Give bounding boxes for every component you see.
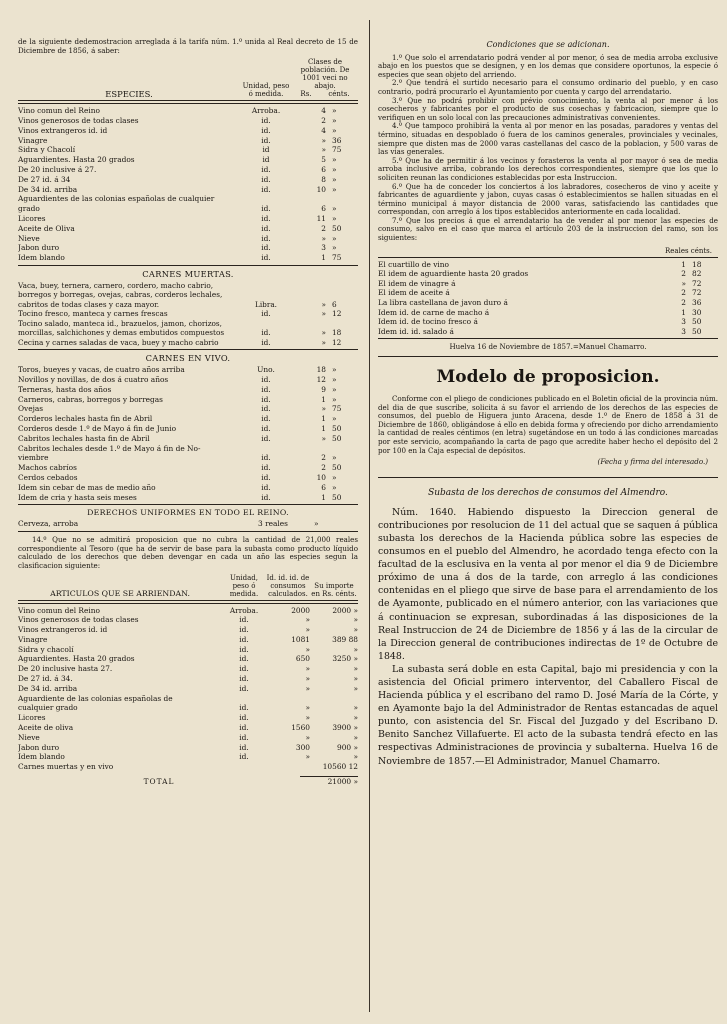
condiciones-title: Condiciones que se adicionan.	[486, 40, 610, 49]
table1-body	[18, 106, 358, 194]
col-unidad2: Unidad, peso ó medida.	[229, 573, 259, 598]
table-row: Aguardiente de las colonias españolas de	[18, 693, 173, 703]
table-row: El idem de vinagre á » 72	[378, 278, 702, 288]
table-row: cualquier grado id. » »	[18, 703, 358, 713]
col-importe: Su importe en Rs. cénts.	[311, 581, 357, 598]
table-row: Cerdos cebados id. 10 »	[18, 472, 337, 482]
table-row: Licores id. » »	[18, 713, 358, 723]
modelo-text: Conforme con el pliego de condiciones publicado en el Boletin oficial de la provincia núm. del dia de que suscribe, solicita á su favor el arriendo de los derechos de las especies de consumos, del pueblo de Higuera junto Aracena, desde 1.º de Enero de 1858 á 31 de Diciembre de 1860, obligándose á ello en debida forma y ofreciendo por dicho arrendamiento la cantidad de reales céntimos (en letra) sugetándose en un todo á las condiciones marcadas por este servicio, acompañando la carta de pago que acredite haber hecho el depósito del 2 por 100 en la Caja especial de depósitos.	[378, 394, 718, 455]
table-row: Aceite de oliva id. 1560 3900 »	[18, 723, 358, 733]
table2-header	[18, 574, 358, 598]
table-row: De 20 inclusive á 27. id. 6 »	[18, 164, 337, 174]
table-row: De 27 id. á 34. id. » »	[18, 674, 358, 684]
table-row: Cabritos lechales desde 1.º de Mayo á fin de No-	[18, 443, 201, 453]
table-row: viembre id. 2 »	[18, 453, 337, 463]
table1-header	[18, 58, 358, 98]
col-cents: cénts.	[328, 90, 350, 99]
col-clases	[292, 58, 358, 98]
table-row: Carneros, cabras, borregos y borregas id. 1 »	[18, 394, 337, 404]
table-row: Terneras, hasta dos años id. 9 »	[18, 384, 337, 394]
table-row: Nieve id. » »	[18, 732, 358, 742]
table-row: Vinagre id. » 36	[18, 135, 342, 145]
table-row: El cuartillo de vino 1 18	[378, 259, 702, 269]
subasta-paragraph-2: La subasta será doble en esta Capital, bajo mi presidencia y con la asistencia del Oficial primero interventor, del Caballero Fiscal de Hacienda pública y el escribano del ramo D. José María de la Córte, y en Ayamonte bajo la del Administrador de Rentas estancadas de aquel punto, con asistencia del Sr. Fiscal del Juzgado y del Escribano D. Benito Sanchez Villafuerte. El acto de la subasta tendrá efecto en las respectivas Administraciones de provincia y subalterna. Huelva 16 de Noviembre de 1857.—El Administrador, Manuel Chamarro.	[378, 663, 718, 767]
table-row: Toros, bueyes y vacas, de cuatro años arriba Uno. 18 »	[18, 365, 337, 375]
price-header: Reales cénts.	[665, 246, 712, 255]
col-rs: Rs.	[300, 90, 312, 99]
table-row: El idem de aguardiente hasta 20 grados 2 82	[378, 269, 702, 279]
condition-paragraph: 6.º Que ha de conceder los conciertos á los labradores, cosecheros de vino y aceite y fabricantes de aguardiente y jabon, cuyas casas ó establecimientos se hallen situadas en el término municipal á mayor distancia de 2000 varas, satisfaciendo las cantidades que correspondan, con arreglo á los tipos establecidos anteriormente en cada localidad.	[378, 181, 718, 217]
col-articulos: ARTICULOS QUE SE ARRIENDAN.	[50, 588, 190, 598]
table-row: Corderos lechales hasta fin de Abril id. 1 »	[18, 414, 337, 424]
subasta-title: Subasta de los derechos de consumos del Almendro.	[428, 487, 668, 498]
table-row: Nieve id. » »	[18, 233, 337, 243]
table-row: Idem id. de carne de macho á 1 30	[378, 307, 702, 317]
table-row: Idem id. de tocino fresco á 3 50	[378, 317, 702, 327]
table-row: Tocino salado, manteca id., brazuelos, jamon, chorizos, morcillas, salchichones y demas embutidos compuestos id. » 18	[18, 318, 342, 338]
table-row: La libra castellana de javon duro á 2 36	[378, 298, 702, 308]
col-unidad: Unidad, peso ó medida.	[242, 82, 290, 99]
table-row: Vino comun del Reino Arroba. 2000 2000 »	[18, 605, 358, 615]
condition-paragraph: 4.º Que tampoco prohibirá la venta al por menor en las posadas, paradores y ventas del término, situadas en despoblado ó fuera de los caminos generales, provinciales y vecinales, siempre que disten mas de 2000 varas castellanas del casco de la poblacion, y 500 varas de las vias generales.	[378, 121, 718, 157]
table-row: Ovejas id. » 75	[18, 404, 342, 414]
conditions-list	[378, 54, 718, 243]
table-row: Vaca, buey, ternera, carnero, cordero, macho cabrio, borregos y borregas, ovejas, cabras, corderos lechales, cabritos de todas clases y caza mayor. Libra. » 6	[18, 280, 337, 309]
carnes-muertas-title: CARNES MUERTAS.	[142, 268, 234, 279]
table-row: Idem de cria y hasta seis meses id. 1 50	[18, 492, 342, 502]
col-consumos: Id. id. id. de consumos calculados.	[266, 573, 310, 598]
table-row: Vinos generosos de todas clases id. » »	[18, 615, 358, 625]
table-row: Idem blando id. » »	[18, 752, 358, 762]
col-clases-label: Clases de población. De 1001 veci no abajo.	[300, 58, 350, 91]
table-row: Corderos desde 1.º de Mayo á fin de Junio id. 1 50	[18, 423, 342, 433]
table-row: Licores id. 11 »	[18, 213, 337, 223]
table-row: Cabritos lechales hasta fin de Abril id. » 50	[18, 433, 342, 443]
table-row: De 27 id. á 34 id. 8 »	[18, 174, 337, 184]
carnes-vivo-body	[18, 365, 358, 443]
table-row: Idem id. id. salado á 3 50	[378, 326, 702, 336]
right-column	[378, 0, 718, 1024]
table-row: Idem sin cebar de mas de medio año id. 6 »	[18, 482, 337, 492]
signature-line: Huelva 16 de Noviembre de 1857.=Manuel Chamarro.	[449, 342, 647, 352]
table-row: Jabon duro id. 300 900 »	[18, 742, 358, 752]
header-rule	[18, 100, 358, 104]
table-row: Aguardientes. Hasta 20 grados id. 650 3250 »	[18, 654, 358, 664]
table-row: Aguardientes. Hasta 20 grados id 5 »	[18, 155, 337, 165]
table1-body-continued	[18, 204, 358, 263]
table-total-row: TOTAL 21000 »	[143, 777, 358, 787]
condition-paragraph: 7.º Que los precios á que el arrendatario ha de vender al por menor las especies de consumo, salvo en el caso que marca el artículo 203 de la instruccion del ramo, son los siguientes:	[378, 215, 718, 243]
condition-paragraph: 1.º Que solo el arrendatario podrá vender al por menor, ó sea de media arroba exclusive abajo en los puestos que se designen, y en los demas que considere oportunos, la especie ó especies que sean objeto del arriendo.	[378, 52, 718, 79]
table-row: Vinagre id. 1081 389 88	[18, 634, 358, 644]
price-table	[378, 260, 718, 337]
table-row: De 34 id. arriba id. » »	[18, 683, 358, 693]
carnes-vivo-body-continued	[18, 453, 358, 502]
table-row: Vinos extrangeros id. id id. 4 »	[18, 125, 337, 135]
table-row: Tocino fresco, manteca y carnes frescas id. » 12	[18, 309, 342, 319]
table-row: Cerveza, arroba 3 reales »	[18, 519, 319, 529]
table-row: Idem blando id. 1 75	[18, 253, 342, 263]
table-row: Cecina y carnes saladas de vaca, buey y macho cabrio id. » 12	[18, 337, 342, 347]
modelo-title: Modelo de proposicion.	[436, 367, 660, 387]
table-row: El idem de aceite á 2 72	[378, 288, 702, 298]
paragraph-14: 14.º Que no se admitirá proposicion que no cubra la cantidad de 21,000 reales correspondiente al Tesoro (que ha de servir de base para la subasta como producto líquido calculado de los derechos que deben devengar en cada un año las especies segun la clasificacion siguiente:	[18, 535, 358, 570]
table-row: Vinos extrangeros id. id id. » »	[18, 625, 358, 635]
table-row: grado id. 6 »	[18, 204, 337, 214]
col-especies: ESPECIES.	[105, 89, 153, 100]
derechos-title: DERECHOS UNIFORMES EN TODO EL REINO.	[87, 508, 289, 518]
table-row: De 34 id. arriba id. 10 »	[18, 184, 337, 194]
subasta-paragraph: Núm. 1640. Habiendo dispuesto la Direccion general de contribuciones por resolucion de 11 del actual que se saquen á pública subasta los derechos de la Hacienda pública sobre las especies de consumos en el pueblo del Almendro, he acordado tenga efecto con la facultad de la esclusiva en la venta al por menor el dia 9 de Diciembre próximo de una á dos de la tarde, con arreglo á las condiciones contenidas en el pliego que sirve de base para el arrendamiento de los de Ayamonte, publicado en el número anterior, con las variaciones que á continuacion se expresan, subordinadas á las disposiciones de la Real Instruccion de 24 de Diciembre de 1856 y á las de la circular de la Direccion general de contribuciones indirectas de 1º de Octubre de 1848.	[378, 506, 718, 662]
table-row: Machos cabríos id. 2 50	[18, 463, 342, 473]
table2-body	[18, 606, 358, 773]
table-row: Vino comun del Reino Arroba. 4 »	[18, 106, 337, 116]
table-row: Sidra y chacolí id. » »	[18, 644, 358, 654]
table-row: Carnes muertas y en vivo 10560 12	[18, 762, 358, 772]
left-column	[18, 0, 358, 1024]
condition-paragraph: 5.º Que ha de permitir á los vecinos y forasteros la venta al por mayor ó sea de media arroba inclusive arriba, cobrando los derechos correspondientes, siempre que los que lo soliciten reunan las condiciones establecidas por esta Instruccion.	[378, 155, 718, 182]
table-row: Novillos y novillas, de dos á cuatro años id. 12 »	[18, 374, 337, 384]
table-row: Jabon duro id. 3 »	[18, 243, 337, 253]
table-row: Aguardientes de las colonias españolas de cualquier	[18, 194, 215, 204]
table-row: Aceite de Oliva id. 2 50	[18, 223, 342, 233]
table-row: De 20 inclusive hasta 27. id. » »	[18, 664, 358, 674]
table-row: Sidra y Chacolí id » 75	[18, 145, 342, 155]
fecha-firma: (Fecha y firma del interesado.)	[597, 457, 708, 467]
intro-paragraph: de la siguiente dedemostracion arreglada á la tarifa núm. 1.º unida al Real decreto de 15 de Diciembre de 1856, á saber:	[18, 37, 358, 55]
carnes-vivo-title: CARNES EN VIVO.	[145, 353, 231, 364]
column-divider	[369, 20, 370, 1012]
table-row: Vinos generosos de todas clases id. 2 »	[18, 115, 337, 125]
condition-paragraph: 2.º Que tendrá el surtido necesario para el consumo ordinario del pueblo, y en caso contrario, podrá procurarlo el Ayuntamiento por cuenta y cargo del arrendatario.	[378, 78, 718, 96]
condition-paragraph: 3.º Que no podrá prohibir con prévio conocimiento, la venta al por menor á los cosecheros y fabricantes por el producto de sus cosechas y fabricacion, siempre que lo verifiquen en un solo local con las precauciones administrativas convenientes.	[378, 95, 718, 122]
